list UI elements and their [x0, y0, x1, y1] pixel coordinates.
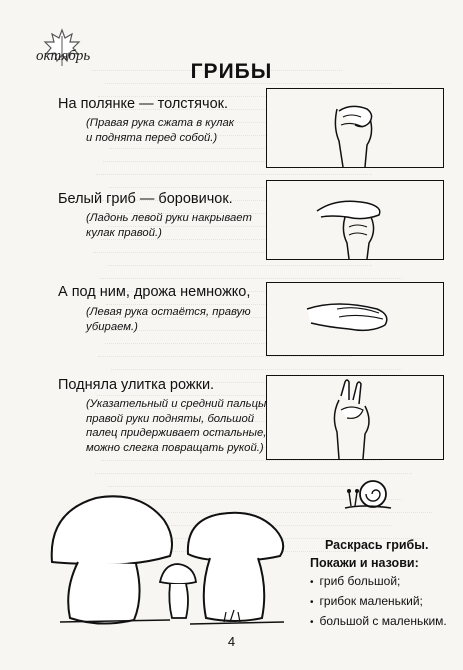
task-list: [310, 572, 447, 632]
small-mushroom: [160, 564, 196, 618]
instruction-3-line-1: (Левая рука остаётся, правую: [86, 306, 251, 318]
instruction-1-line-2: и поднята перед собой.): [86, 131, 218, 144]
open-palm-illustration: [267, 283, 443, 355]
illustration-frame-1: [266, 88, 444, 168]
month-label: октябрь: [36, 48, 91, 64]
mushroom-hands-illustration: [267, 181, 443, 259]
verse-line-3: А под ним, дрожа немножко,: [58, 284, 251, 300]
instruction-2-line-2: кулак правой.): [86, 226, 162, 239]
list-item: • гриб большой;: [310, 572, 447, 592]
instruction-4-line-1: (Указательный и средний пальцы: [86, 398, 267, 410]
instruction-2: [86, 211, 252, 240]
page-number: 4: [227, 634, 236, 649]
instruction-4-line-4: можно слегка повращать рукой.): [86, 441, 264, 454]
big-mushroom-left: [52, 496, 172, 623]
list-item: • грибок маленький;: [310, 592, 447, 612]
fist-illustration: [267, 89, 443, 167]
bleed-line: [111, 357, 402, 370]
instruction-4-line-3: палец придерживает остальные,: [86, 427, 267, 439]
show-and-name-label: Покажи и назови:: [310, 556, 419, 570]
instruction-1: [86, 116, 234, 145]
verse-line-2: Белый гриб — боровичок.: [58, 191, 233, 207]
snail-hand-illustration: [267, 376, 443, 459]
verse-line-4: Подняла улитка рожки.: [58, 377, 215, 393]
coloring-task-label: Раскрась грибы.: [325, 538, 429, 552]
illustration-frame-3: [266, 282, 444, 356]
big-mushroom-right: [188, 513, 284, 624]
instruction-3-line-2: убираем.): [86, 320, 138, 333]
instruction-4: [86, 397, 266, 455]
instruction-1-line-1: (Правая рука сжата в кулак: [86, 117, 235, 129]
instruction-3: [86, 305, 251, 334]
instruction-4-line-2: правой руки подняты, большой: [86, 412, 255, 425]
list-item: • большой с маленьким.: [310, 612, 447, 632]
illustration-frame-2: [266, 180, 444, 260]
mushrooms-illustration: [40, 472, 290, 632]
verse-line-1: На полянке — толстячок.: [58, 96, 229, 112]
page-title: ГРИБЫ: [190, 60, 273, 83]
instruction-2-line-1: (Ладонь левой руки накрывает: [86, 212, 252, 224]
snail-icon: [343, 474, 395, 514]
illustration-frame-4: [266, 375, 444, 460]
bleed-line: [100, 266, 402, 279]
